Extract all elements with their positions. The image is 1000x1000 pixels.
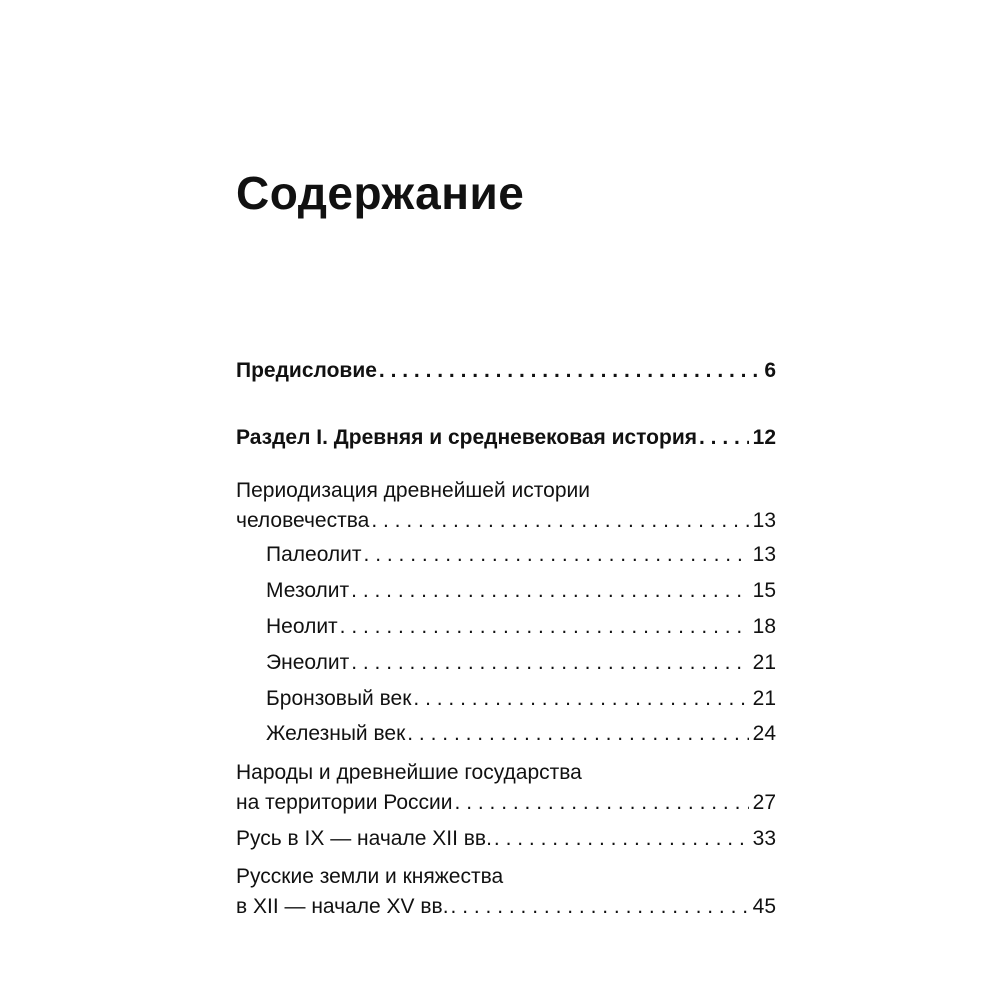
toc-page-number: 21 <box>752 687 776 710</box>
toc-entry-label: Предисловие <box>236 359 377 382</box>
toc-entry-label-line2: человечества <box>236 509 370 532</box>
toc-page-number: 24 <box>752 722 776 745</box>
toc-page-number: 15 <box>752 579 776 602</box>
toc-page-number: 27 <box>752 791 776 814</box>
toc-entry-label: Железный век <box>266 722 406 745</box>
toc-entry-label-line1: Народы и древнейшие государства <box>236 761 582 784</box>
toc-entry-label-line1: Русские земли и княжества <box>236 865 504 888</box>
toc-entry-preface[interactable] <box>236 356 776 386</box>
toc-entry-peoples[interactable] <box>236 758 776 818</box>
dot-leader <box>364 540 749 570</box>
toc-entry-label-line1: Периодизация древнейшей истории <box>236 479 590 502</box>
page-title: Содержание <box>236 167 525 219</box>
toc-entry-label: Мезолит <box>266 579 350 602</box>
toc-entry-eneolith[interactable] <box>236 648 776 678</box>
toc-page-number: 21 <box>752 651 776 674</box>
toc-entry-periodization[interactable] <box>236 476 776 536</box>
dot-leader <box>699 423 749 453</box>
toc-entry-label: Раздел I. Древняя и средневековая история <box>236 426 698 449</box>
toc-entry-rus[interactable] <box>236 824 776 854</box>
dot-leader <box>494 824 749 854</box>
toc-page-number: 12 <box>752 426 776 449</box>
toc-page-number: 13 <box>752 509 776 532</box>
toc-entry-bronze-age[interactable] <box>236 684 776 714</box>
dot-leader <box>351 576 748 606</box>
dot-leader <box>351 648 748 678</box>
dot-leader <box>371 506 748 536</box>
dot-leader <box>407 719 748 749</box>
toc-entry-section-1[interactable] <box>236 423 776 453</box>
toc-entry-label: Энеолит <box>266 651 350 674</box>
toc-page-number: 13 <box>752 543 776 566</box>
toc-entry-mesolith[interactable] <box>236 576 776 606</box>
toc-entry-label: Русь в IX — начале XII вв. <box>236 827 492 850</box>
toc-entry-paleolith[interactable] <box>236 540 776 570</box>
toc-page-number: 6 <box>764 359 776 382</box>
toc-entry-iron-age[interactable] <box>236 719 776 749</box>
toc-entry-russian-lands[interactable] <box>236 862 776 922</box>
dot-leader <box>451 892 749 922</box>
toc-entry-label-line2: в XII — начале XV вв. <box>236 895 449 918</box>
toc-entry-label: Неолит <box>266 615 338 638</box>
toc-page-number: 18 <box>752 615 776 638</box>
dot-leader <box>413 684 748 714</box>
toc-entry-label: Палеолит <box>266 543 362 566</box>
toc-entry-label: Бронзовый век <box>266 687 412 710</box>
toc-page-number: 33 <box>752 827 776 850</box>
toc-page-number: 45 <box>752 895 776 918</box>
toc-entry-neolith[interactable] <box>236 612 776 642</box>
dot-leader <box>379 356 760 386</box>
dot-leader <box>455 788 749 818</box>
toc-entry-label-line2: на территории России <box>236 791 453 814</box>
dot-leader <box>340 612 749 642</box>
